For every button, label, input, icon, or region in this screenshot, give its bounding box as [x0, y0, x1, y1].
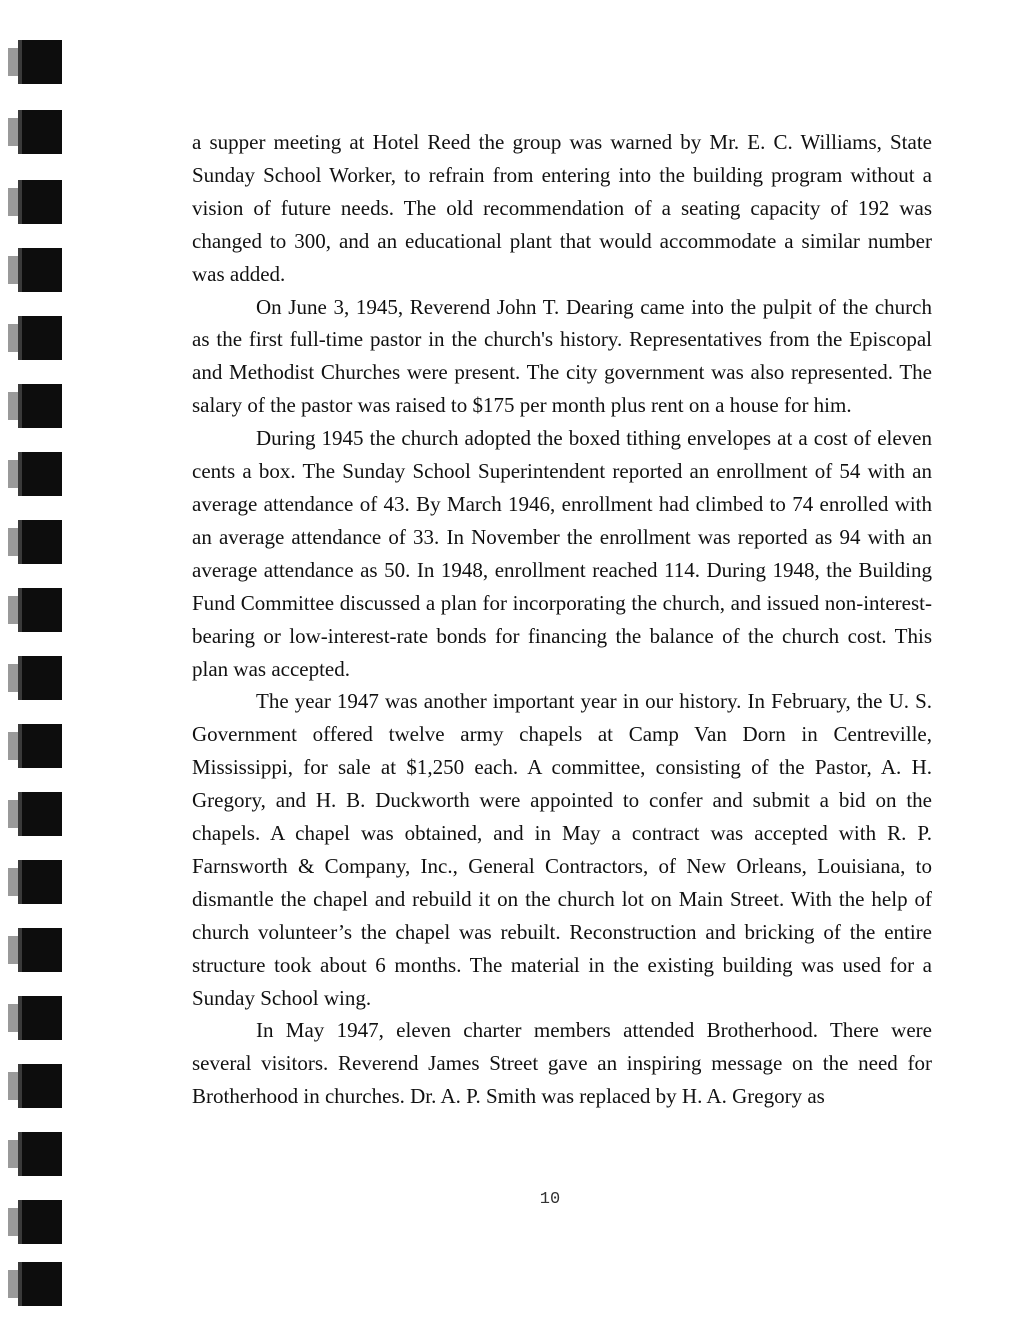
paragraph: In May 1947, eleven charter members attended Brotherhood. There were several visitors. Reverend James Street gave an inspiring message on the need for Brotherhood in churches. Dr. A. P. Smith was replaced by H. A. Gregory as	[192, 1018, 932, 1109]
page-number: 10	[539, 1190, 561, 1209]
body-text	[192, 126, 932, 1113]
binding-hole	[18, 1262, 62, 1306]
binding-hole	[18, 656, 62, 700]
paragraph: During 1945 the church adopted the boxed tithing envelopes at a cost of eleven cents a box. The Sunday School Superintendent reported an enrollment of 54 with an average attendance of 43. By March 1946, enrollment had climbed to 74 enrolled with an average attendance of 33. In November the enrollment was reported as 94 with an average attendance as 50. In 1948, enrollment reached 114. During 1948, the Building Fund Committee discussed a plan for incorporating the church, and issued non-interest-bearing or low-interest-rate bonds for financing the balance of the church cost. This plan was accepted.	[192, 426, 932, 681]
binding-hole	[18, 40, 62, 84]
paragraph: On June 3, 1945, Reverend John T. Dearing came into the pulpit of the church as the first full-time pastor in the church's history. Representatives from the Episcopal and Methodist Churches were present. The city government was also represented. The salary of the pastor was raised to $175 per month plus rent on a house for him.	[192, 294, 932, 418]
binding-hole	[18, 792, 62, 836]
binding-hole	[18, 724, 62, 768]
binding-hole	[18, 316, 62, 360]
spiral-binding-holes	[0, 0, 70, 1320]
binding-hole	[18, 1064, 62, 1108]
binding-hole	[18, 180, 62, 224]
binding-hole	[18, 384, 62, 428]
binding-hole	[18, 520, 62, 564]
binding-hole	[18, 248, 62, 292]
binding-hole	[18, 1132, 62, 1176]
paragraph: The year 1947 was another important year in our history. In February, the U. S. Government offered twelve army chapels at Camp Van Dorn in Centreville, Mississippi, for sale at $1,250 each. A committee, consisting of the Pastor, A. H. Gregory, and H. B. Duckworth were appointed to confer and submit a bid on the chapels. A chapel was obtained, and in May a contract was accepted with R. P. Farnsworth & Company, Inc., General Contractors, of New Orleans, Louisiana, to dismantle the chapel and rebuild it on the church lot on Main Street. With the help of church volunteer’s the chapel was rebuilt. Reconstruction and bricking of the entire structure took about 6 months. The material in the existing building was used for a Sunday School wing.	[192, 689, 932, 1010]
binding-hole	[18, 1200, 62, 1244]
binding-hole	[18, 860, 62, 904]
binding-hole	[18, 588, 62, 632]
binding-hole	[18, 110, 62, 154]
paragraph: a supper meeting at Hotel Reed the group was warned by Mr. E. C. Williams, State Sunday School Worker, to refrain from entering into the building program without a vision of future needs. The old recommendation of a seating capacity of 192 was changed to 300, and an educational plant that would accommodate a similar number was added.	[192, 130, 932, 286]
binding-hole	[18, 996, 62, 1040]
binding-hole	[18, 452, 62, 496]
binding-hole	[18, 928, 62, 972]
